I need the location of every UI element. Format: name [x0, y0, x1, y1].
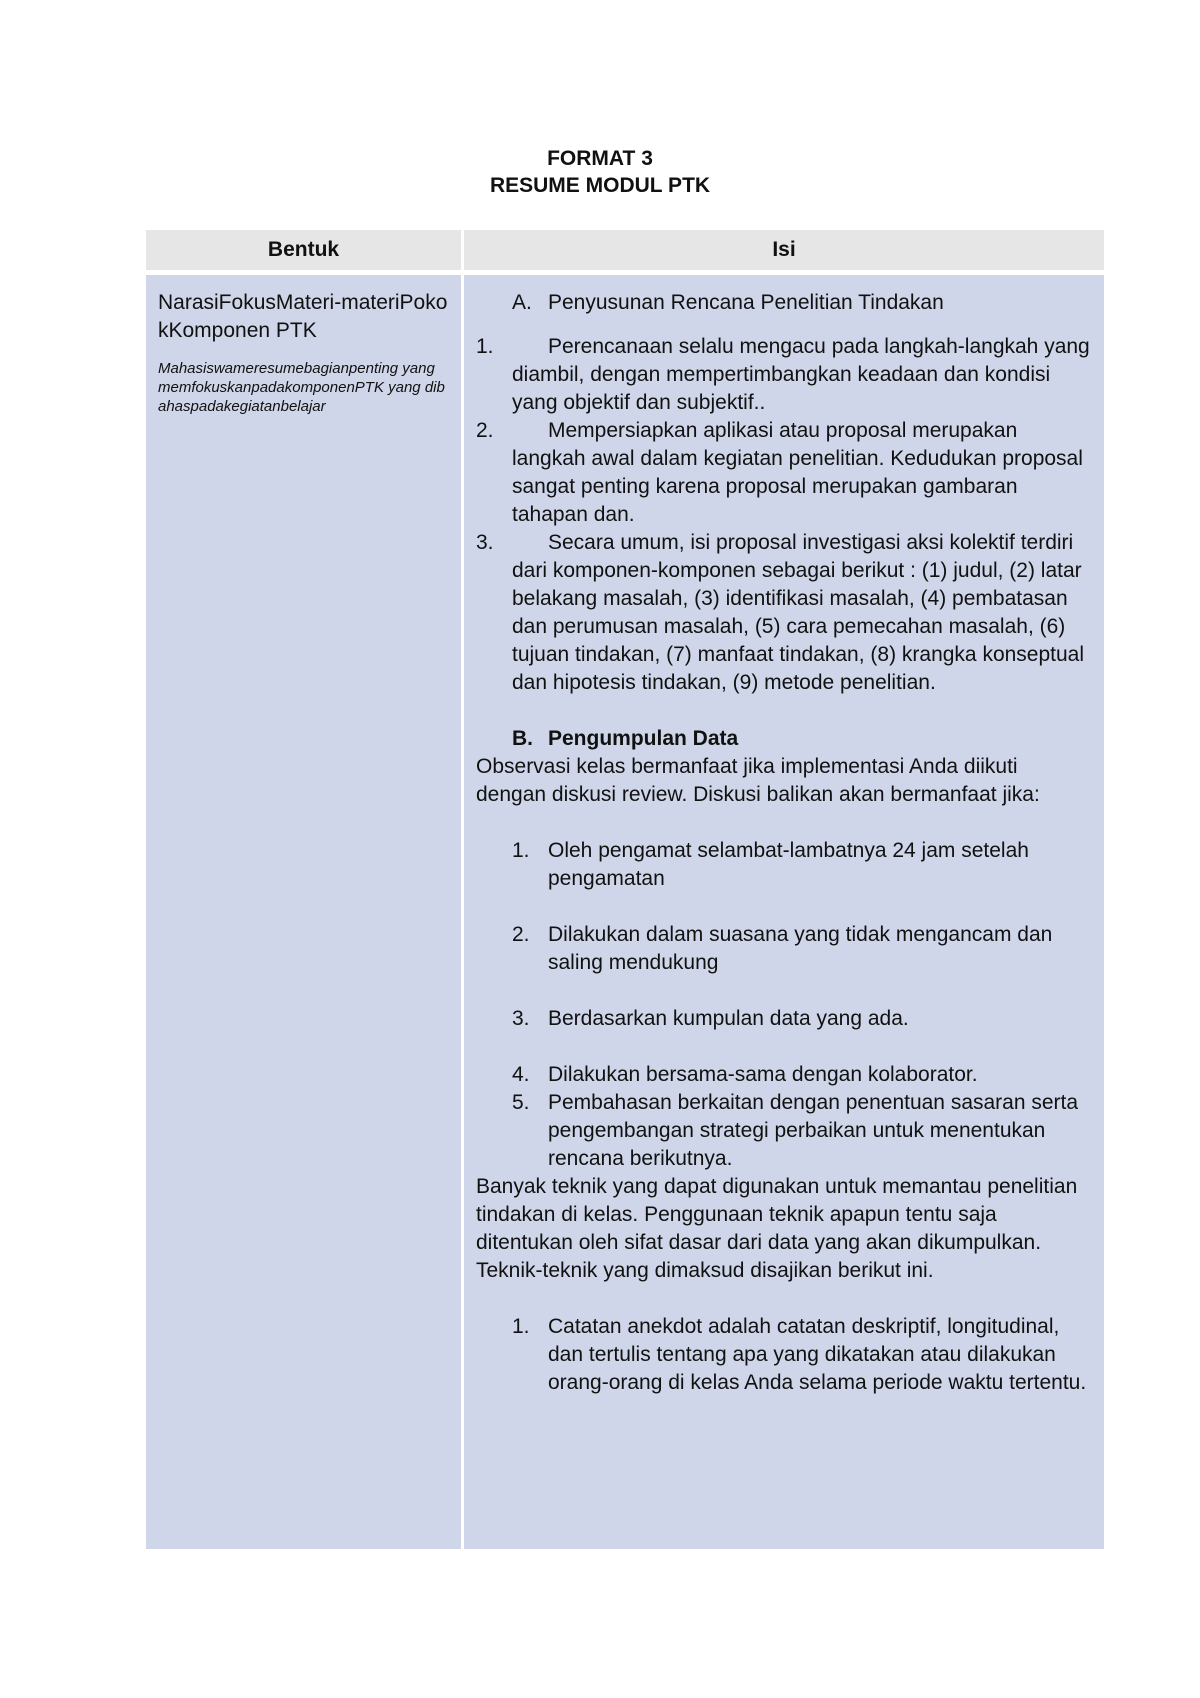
- list-item-text: Oleh pengamat selambat-lambatnya 24 jam setelah pengamatan: [548, 839, 1029, 890]
- section-a-title: Penyusunan Rencana Penelitian Tindakan: [548, 291, 944, 314]
- list-item-number: 3.: [512, 1007, 530, 1030]
- technique-list: [476, 1313, 1092, 1397]
- section-b-label: B.: [512, 727, 533, 750]
- section-b-intro: Observasi kelas bermanfaat jika implementasi Anda diikuti dengan diskusi review. Diskusi balikan akan bermanfaat jika:: [476, 755, 1040, 806]
- list-item-number: 5.: [512, 1091, 530, 1114]
- list-item: [476, 1005, 1092, 1033]
- list-item-number: 1.: [512, 1315, 530, 1338]
- list-item-text: Catatan anekdot adalah catatan deskriptif, longitudinal, dan tertulis tentang apa yang dikatakan atau dilakukan orang-orang di kelas Anda selama periode waktu tertentu.: [548, 1315, 1087, 1394]
- document-subtitle: RESUME MODUL PTK: [489, 174, 711, 197]
- list-item-number: 2.: [512, 923, 530, 946]
- table-row: [146, 273, 1104, 1550]
- section-a-list: [476, 333, 1092, 697]
- section-b-paragraph: Banyak teknik yang dapat digunakan untuk memantau penelitian tindakan di kelas. Penggunaan teknik apapun tentu saja ditentukan oleh sifat dasar dari data yang akan dikumpulkan. Teknik-teknik yang dimaksud disajikan berikut ini.: [476, 1175, 1078, 1282]
- section-a-label: A.: [512, 291, 532, 314]
- isi-cell: [463, 273, 1105, 1550]
- document-title: FORMAT 3: [547, 147, 653, 170]
- list-item-text: Berdasarkan kumpulan data yang ada.: [548, 1007, 909, 1030]
- list-item: [476, 921, 1092, 977]
- list-item-number: 3.: [476, 531, 494, 554]
- list-item-text: Dilakukan bersama-sama dengan kolaborator.: [548, 1063, 978, 1086]
- list-item-text: Secara umum, isi proposal investigasi aksi kolektif terdiri dari komponen-komponen sebagai berikut : (1) judul, (2) latar belakang masalah, (3) identifikasi masalah, (4) pembatasan dan perumusan masalah, (5) cara pemecahan masalah, (6) tujuan tindakan, (7) manfaat tindakan, (8) krangka konseptual dan hipotesis tindakan, (9) metode penelitian.: [512, 531, 1085, 694]
- bentuk-note: Mahasiswameresumebagianpenting yang memfokuskanpadakomponenPTK yang dibahaspadakegiatanbelajar: [158, 360, 445, 415]
- section-b-heading: [512, 725, 1092, 753]
- table-header-row: [146, 230, 1104, 273]
- section-b-list: [476, 837, 1092, 1173]
- list-item: [476, 417, 1092, 529]
- list-item-number: 1.: [476, 335, 494, 358]
- list-item-number: 2.: [476, 419, 494, 442]
- list-item: [476, 1061, 1092, 1089]
- resume-table: [146, 230, 1104, 1549]
- section-b-title: Pengumpulan Data: [548, 727, 739, 750]
- bentuk-main-text: NarasiFokusMateri-materiPokokKomponen PTK: [158, 291, 448, 342]
- list-item-text: Perencanaan selalu mengacu pada langkah-langkah yang diambil, dengan mempertimbangkan keadaan dan kondisi yang objektif dan subjektif..: [512, 335, 1090, 414]
- list-item-text: Pembahasan berkaitan dengan penentuan sasaran serta pengembangan strategi perbaikan untuk menentukan rencana berikutnya.: [548, 1091, 1079, 1170]
- header-bentuk: Bentuk: [146, 230, 463, 273]
- list-item: [476, 333, 1092, 417]
- list-item-text: Mempersiapkan aplikasi atau proposal merupakan langkah awal dalam kegiatan penelitian. Kedudukan proposal sangat penting karena proposal merupakan gambaran tahapan dan.: [512, 419, 1083, 526]
- bentuk-cell: [146, 273, 463, 1550]
- list-item: [476, 837, 1092, 893]
- header-isi: Isi: [463, 230, 1105, 273]
- list-item-number: 4.: [512, 1063, 530, 1086]
- list-item-text: Dilakukan dalam suasana yang tidak mengancam dan saling mendukung: [548, 923, 1053, 974]
- list-item-number: 1.: [512, 839, 530, 862]
- section-a-heading: [512, 289, 1092, 317]
- list-item: [476, 1313, 1092, 1397]
- list-item: [476, 529, 1092, 697]
- list-item: [476, 1089, 1092, 1173]
